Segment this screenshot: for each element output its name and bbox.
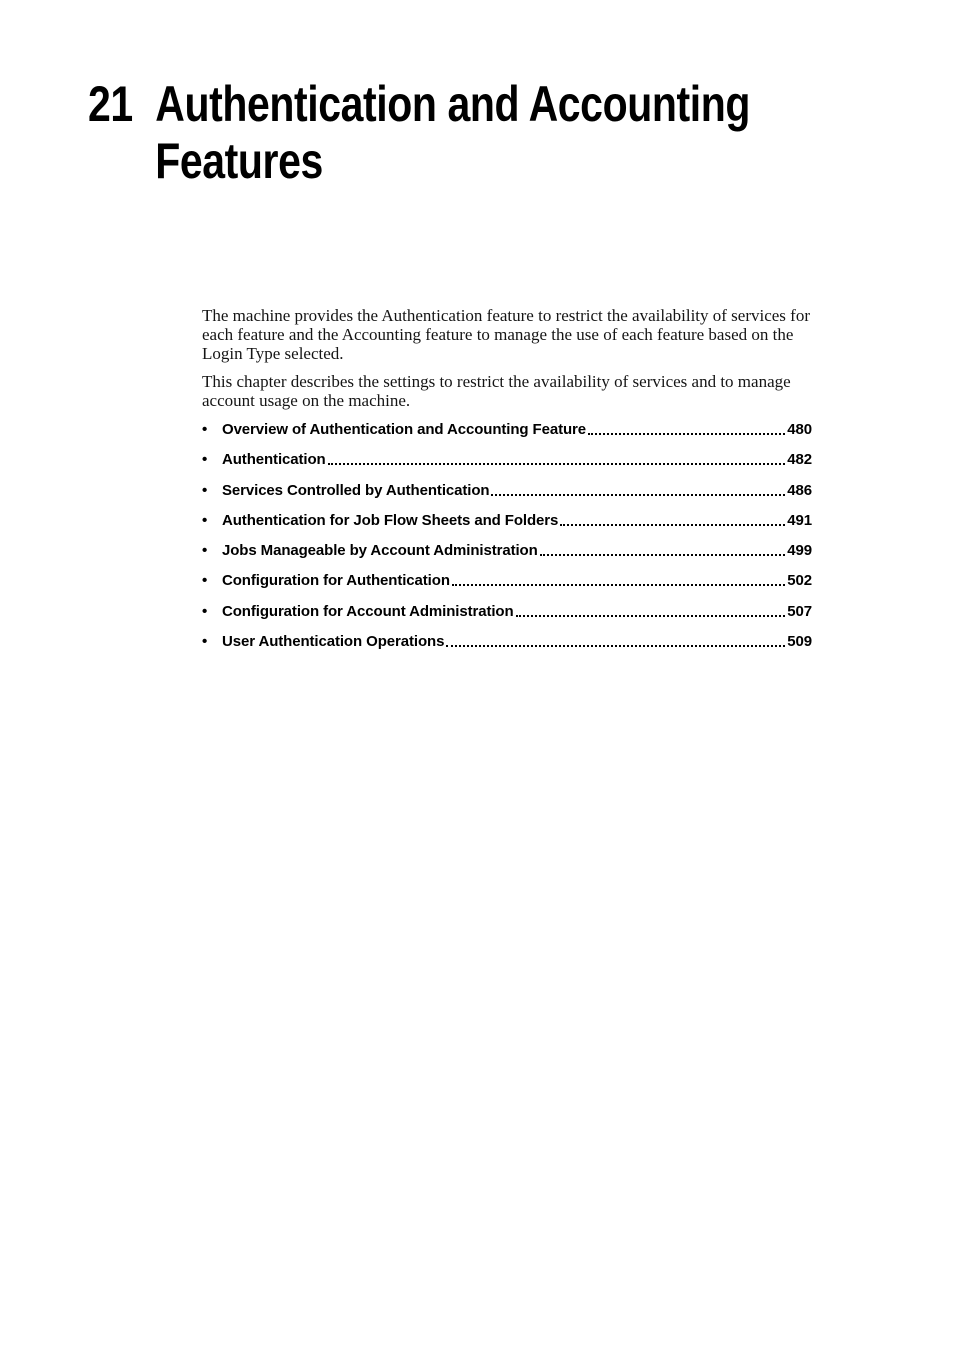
dot-leader [516,615,786,617]
toc-entry-page: 491 [787,511,812,529]
chapter-toc [202,420,812,662]
intro-paragraph-1-line-2: each feature and the Accounting feature to manage the use of each feature based on the [202,325,794,344]
toc-entry[interactable] [202,541,812,560]
bullet-icon: • [202,511,208,529]
dot-leader [491,494,785,496]
toc-entry-page: 486 [787,481,812,499]
bullet-icon: • [202,451,208,469]
toc-entry-page: 502 [787,572,812,590]
intro-paragraph-2-line-1: This chapter describes the settings to restrict the availability of services and to manage [202,371,791,391]
chapter-title-line-1: Authentication and Accounting [155,76,750,132]
chapter-heading [88,76,750,190]
dot-leader [588,433,785,435]
chapter-title [88,76,750,190]
toc-entry-page: 509 [787,633,812,651]
dot-leader [560,524,785,526]
toc-entry-label: Configuration for Account Administration [222,602,514,620]
bullet-icon: • [202,421,208,438]
toc-entry-label: Services Controlled by Authentication [222,481,490,499]
toc-entry[interactable] [202,420,812,439]
bullet-icon: • [202,481,208,499]
intro-paragraph-2 [202,372,810,410]
intro-text [202,306,810,410]
dot-leader [446,645,785,647]
toc-entry-label: Authentication [222,451,326,469]
toc-entry-page: 480 [787,421,812,438]
dot-leader [540,554,786,556]
toc-entry[interactable] [202,450,812,469]
chapter-title-line-2: Features [155,133,323,189]
bullet-icon: • [202,572,208,590]
intro-paragraph-2-line-2: account usage on the machine. [202,390,411,410]
dot-leader [328,463,786,465]
toc-entry[interactable] [202,632,812,651]
toc-entry-label: User Authentication Operations [222,633,445,651]
bullet-icon: • [202,542,208,560]
intro-paragraph-1 [202,306,810,363]
toc-entry-label: Jobs Manageable by Account Administration [222,542,538,560]
toc-entry[interactable] [202,511,812,530]
chapter-number: 21 [88,76,133,132]
toc-entry-label: Overview of Authentication and Accounting Feature [222,421,587,438]
dot-leader [452,584,785,586]
bullet-icon: • [202,602,208,620]
toc-entry-page: 482 [787,451,812,469]
toc-entry[interactable] [202,602,812,621]
toc-entry[interactable] [202,481,812,500]
intro-paragraph-1-line-3: Login Type selected. [202,344,344,363]
toc-entry-label: Authentication for Job Flow Sheets and Folders [222,511,559,529]
toc-entry-page: 507 [787,602,812,620]
bullet-icon: • [202,633,208,651]
intro-paragraph-1-line-1: The machine provides the Authentication feature to restrict the availability of services for [202,306,810,325]
toc-entry-label: Configuration for Authentication [222,572,450,590]
toc-entry[interactable] [202,571,812,590]
toc-entry-page: 499 [787,542,812,560]
